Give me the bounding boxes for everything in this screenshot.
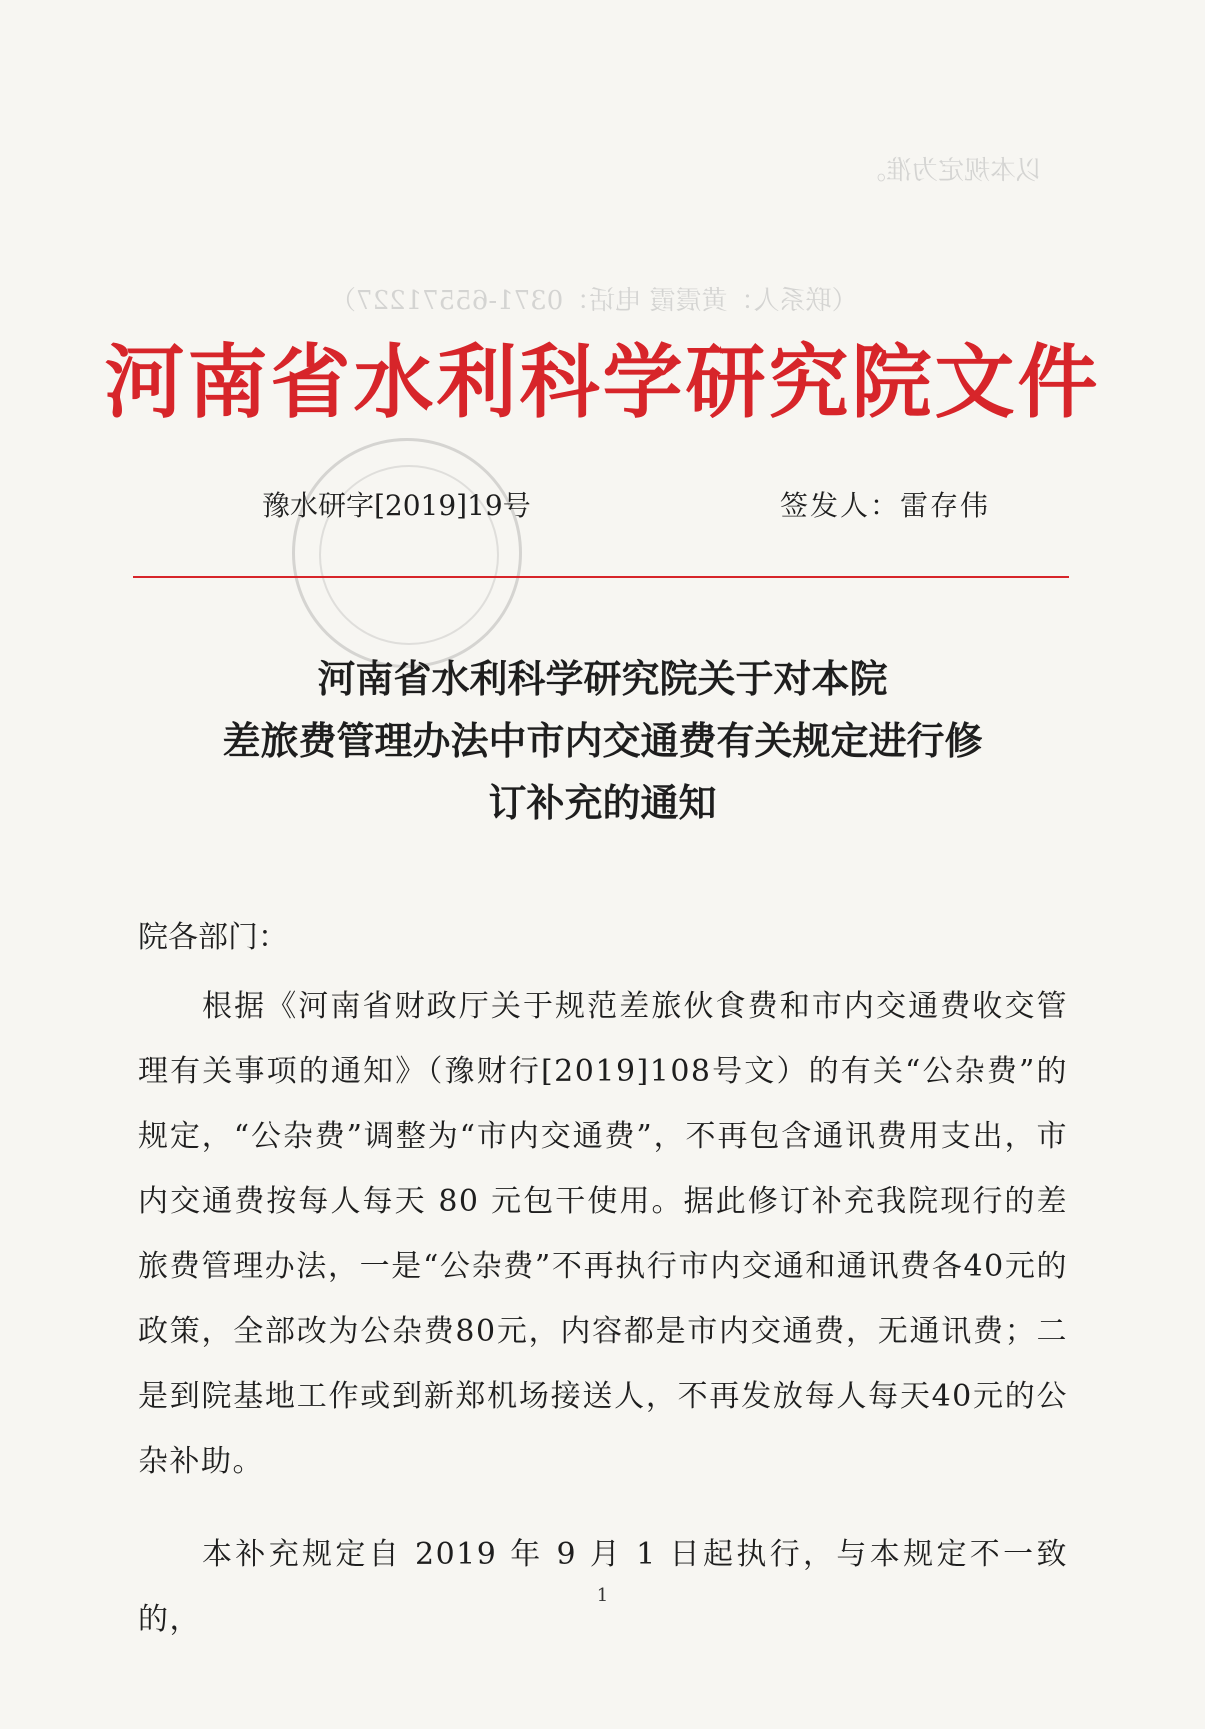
title-line-3: 订补充的通知: [488, 781, 717, 825]
red-divider-line: [133, 576, 1069, 578]
document-number: 豫水研字[2019]19号: [262, 489, 531, 522]
masthead-title: 河南省水利科学研究院文件: [104, 336, 1101, 429]
body-paragraph-1: 根据《河南省财政厅关于规范差旅伙食费和市内交通费收交管理有关事项的通知》（豫财行[2019]108号文）的有关“公杂费”的规定，“公杂费”调整为“市内交通费”，不再包含通讯费用支出，市内交通费按每人每天 80 元包干使用。据此修订补充我院现行的差旅费管理办法，一是“公杂费”不再执行市内交通和通讯费各40元的政策，全部改为公杂费80元，内容都是市内交通费，无通讯费；二是到院基地工作或到新郑机场接送人，不再发放每人每天40元的公杂补助。: [138, 989, 1068, 1479]
signer: 签发人：雷存伟: [780, 489, 991, 522]
title-line-1: 河南省水利科学研究院关于对本院: [317, 657, 888, 701]
salutation: 院各部门：: [138, 920, 288, 955]
body-paragraph-2: 本补充规定自 2019 年 9 月 1 日起执行，与本规定不一致的，: [138, 1537, 1068, 1637]
notice-title: [0, 648, 1205, 834]
show-through-text-2: （联系人：黄震霞 电话：0371-65571227）: [330, 286, 858, 316]
show-through-text-1: 以本规定为准。: [860, 156, 1043, 186]
faded-seal-stamp: [292, 438, 522, 668]
title-line-2: 差旅费管理办法中市内交通费有关规定进行修: [222, 719, 983, 763]
page-number: 1: [596, 1585, 609, 1606]
